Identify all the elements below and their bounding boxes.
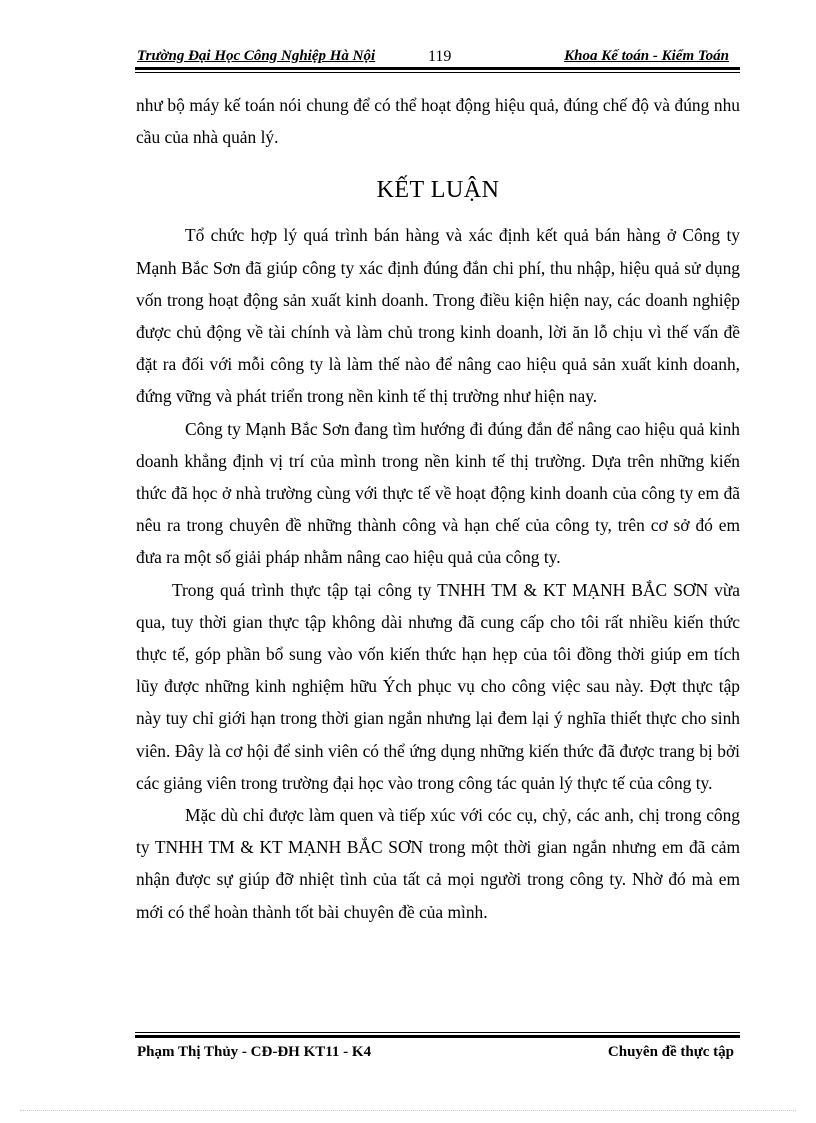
page-bottom-dotted-line — [20, 1110, 796, 1111]
body-paragraph-1: Tổ chức hợp lý quá trình bán hàng và xác định kết quả bán hàng ở Công ty Mạnh Bắc Sơn đã giúp công ty xác định đúng đắn chi phí, thu nhập, hiệu quả sử dụng vốn trong hoạt động sản xuất kinh doanh. Trong điều kiện hiện nay, các doanh nghiệp được chủ động về tài chính và làm chủ trong kinh doanh, lời ăn lỗ chịu vì thế vấn đề đặt ra đối với mỗi công ty là làm thế nào để nâng cao hiệu quả sản xuất kinh doanh, đứng vững và phát triển trong nền kinh tế thị trường như hiện nay. — [136, 225, 740, 407]
body-paragraph-2: Công ty Mạnh Bắc Sơn đang tìm hướng đi đúng đắn để nâng cao hiệu quả kinh doanh khẳng định vị trí của mình trong nền kinh tế thị trường. Dựa trên những kiến thức đã học ở nhà trường cùng với thực tế về hoạt động kinh doanh của công ty em đã nêu ra trong chuyên đề những thành công và hạn chế của công ty, trên cơ sở đó em đưa ra một số giải pháp nhằm nâng cao hiệu quả của công ty. — [136, 418, 740, 568]
header-double-rule — [135, 67, 740, 73]
footer-document-type: Chuyên đề thực tập — [607, 1044, 734, 1060]
section-title: KẾT LUẬN — [376, 177, 500, 204]
intro-paragraph: như bộ máy kế toán nói chung để có thể hoạt động hiệu quả, đúng chế độ và đúng nhu cầu của nhà quản lý. — [136, 95, 740, 148]
header-department: Khoa Kế toán - Kiểm Toán — [564, 48, 729, 64]
page-header — [137, 46, 737, 68]
header-school-name: Trường Đại Học Công Nghiệp Hà Nội — [137, 48, 376, 64]
footer-author: Phạm Thị Thủy - CĐ-ĐH KT11 - K4 — [137, 1044, 372, 1060]
header-page-number: 119 — [428, 48, 452, 65]
body-paragraph-3: Trong quá trình thực tập tại công ty TNHH TM & KT MẠNH BẮC SƠN vừa qua, tuy thời gian thực tập không dài nhưng đã cung cấp cho tôi rất nhiều kiến thức thực tế, góp phần bổ sung vào vốn kiến thức hạn hẹp của tôi đồng thời giúp em tích lũy được những kinh nghiệm hữu Ých phục vụ cho công việc sau này. Đợt thực tập này tuy chỉ giới hạn trong thời gian ngắn nhưng lại đem lại ý nghĩa thiết thực cho sinh viên. Đây là cơ hội để sinh viên có thể ứng dụng những kiến thức đã được trang bị bởi các giảng viên trong trường đại học vào trong công tác quản lý thực tế của công ty. — [136, 579, 740, 793]
footer-double-rule — [135, 1032, 740, 1038]
document-body — [136, 89, 740, 928]
body-paragraph-4: Mặc dù chỉ được làm quen và tiếp xúc với cóc cụ, chỷ, các anh, chị trong công ty TNHH TM & KT MẠNH BẮC SƠN trong một thời gian ngắn nhưng em đã cảm nhận được sự giúp đỡ nhiệt tình của tất cả mọi người trong công ty. Nhờ đó mà em mới có thể hoàn thành tốt bài chuyên đề của mình. — [136, 805, 740, 922]
